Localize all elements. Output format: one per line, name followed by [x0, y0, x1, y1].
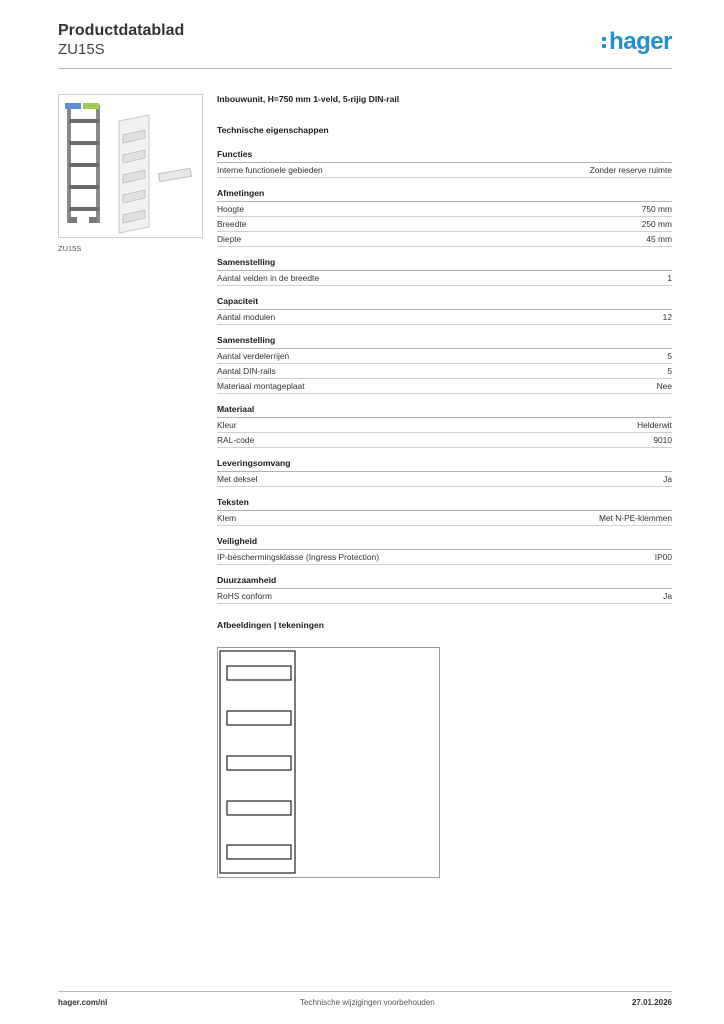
spec-value: 1 — [667, 273, 672, 283]
spec-label: Diepte — [217, 234, 242, 244]
drawing-frame — [220, 651, 295, 873]
spec-label: Aantal DIN-rails — [217, 366, 276, 376]
spec-value: 45 mm — [646, 234, 672, 244]
section-title: Capaciteit — [217, 296, 672, 310]
spec-label: Met deksel — [217, 474, 258, 484]
section-title: Teksten — [217, 497, 672, 511]
spec-row — [217, 232, 672, 247]
spec-row — [217, 589, 672, 604]
drawing-slot — [227, 845, 291, 859]
spec-value: Helderwit — [637, 420, 672, 430]
spec-label: IP-beschermingsklasse (Ingress Protection) — [217, 552, 379, 562]
section-title: Materiaal — [217, 404, 672, 418]
spec-section — [217, 335, 672, 394]
spec-row — [217, 310, 672, 325]
spec-label: RoHS conform — [217, 591, 272, 601]
spec-label: Materiaal montageplaat — [217, 381, 305, 391]
spec-section — [217, 536, 672, 565]
spec-row — [217, 163, 672, 178]
spec-row — [217, 217, 672, 232]
section-title: Duurzaamheid — [217, 575, 672, 589]
drawing-slot — [227, 801, 291, 815]
section-title: Veiligheid — [217, 536, 672, 550]
logo-dots-icon — [602, 34, 607, 51]
spec-value: 250 mm — [641, 219, 672, 229]
spec-label: Aantal velden in de breedte — [217, 273, 319, 283]
spec-label: Aantal modulen — [217, 312, 276, 322]
spec-section — [217, 188, 672, 247]
spec-row — [217, 349, 672, 364]
spec-label: Hoogte — [217, 204, 245, 214]
spec-value: 9010 — [653, 435, 672, 445]
spec-section — [217, 149, 672, 178]
spec-row — [217, 202, 672, 217]
photo-caption: ZU15S — [58, 244, 82, 253]
spec-value: Nee — [656, 381, 672, 391]
product-photo — [58, 94, 203, 238]
spec-row — [217, 433, 672, 448]
spec-row — [217, 472, 672, 487]
footer-date: 27.01.2026 — [631, 998, 672, 1007]
spec-value: Zonder reserve ruimte — [589, 165, 672, 175]
spec-section — [217, 404, 672, 448]
footer-website: hager.com/nl — [58, 998, 108, 1007]
spec-label: RAL-code — [217, 435, 255, 445]
spec-section — [217, 497, 672, 526]
product-illustration — [59, 95, 202, 237]
spec-label: Aantal verdelerrijen — [217, 351, 290, 361]
drawing-slot — [227, 711, 291, 725]
spec-value: IP00 — [654, 552, 672, 562]
tech-title: Technische eigenschappen — [217, 125, 329, 135]
section-title: Leveringsomvang — [217, 458, 672, 472]
spec-value: Ja — [663, 591, 672, 601]
hager-logo — [602, 28, 672, 56]
spec-sections — [217, 149, 672, 604]
header-divider — [58, 68, 672, 69]
spec-label: Breedte — [217, 219, 247, 229]
section-title: Functies — [217, 149, 672, 163]
spec-value: Met N-PE-klemmen — [598, 513, 672, 523]
product-description: Inbouwunit, H=750 mm 1-veld, 5-rijig DIN-rail — [217, 94, 400, 104]
spec-row — [217, 379, 672, 394]
drawing-slot — [227, 756, 291, 770]
spec-row — [217, 511, 672, 526]
spec-row — [217, 364, 672, 379]
drawing-svg — [218, 648, 439, 877]
spec-section — [217, 296, 672, 325]
page-title: Productdatablad — [58, 22, 185, 39]
spec-value: 750 mm — [641, 204, 672, 214]
spec-section — [217, 458, 672, 487]
spec-value: 5 — [667, 366, 672, 376]
product-code: ZU15S — [58, 41, 105, 58]
spec-value: Ja — [663, 474, 672, 484]
spec-row — [217, 418, 672, 433]
spec-label: Klem — [217, 513, 237, 523]
spec-section — [217, 257, 672, 286]
spec-label: Interne functionele gebieden — [217, 165, 323, 175]
logo-text: hager — [609, 28, 672, 55]
section-title: Samenstelling — [217, 257, 672, 271]
footer-divider — [58, 991, 672, 992]
section-title: Samenstelling — [217, 335, 672, 349]
technical-drawing — [217, 647, 440, 878]
spec-label: Kleur — [217, 420, 237, 430]
spec-content — [217, 94, 672, 630]
spec-value: 5 — [667, 351, 672, 361]
spec-row — [217, 271, 672, 286]
spec-section — [217, 575, 672, 604]
figures-title: Afbeeldingen | tekeningen — [217, 620, 324, 630]
drawing-slot — [227, 666, 291, 680]
spec-row — [217, 550, 672, 565]
spec-value: 12 — [662, 312, 672, 322]
section-title: Afmetingen — [217, 188, 672, 202]
footer-disclaimer: Technische wijzigingen voorbehouden — [300, 998, 435, 1007]
